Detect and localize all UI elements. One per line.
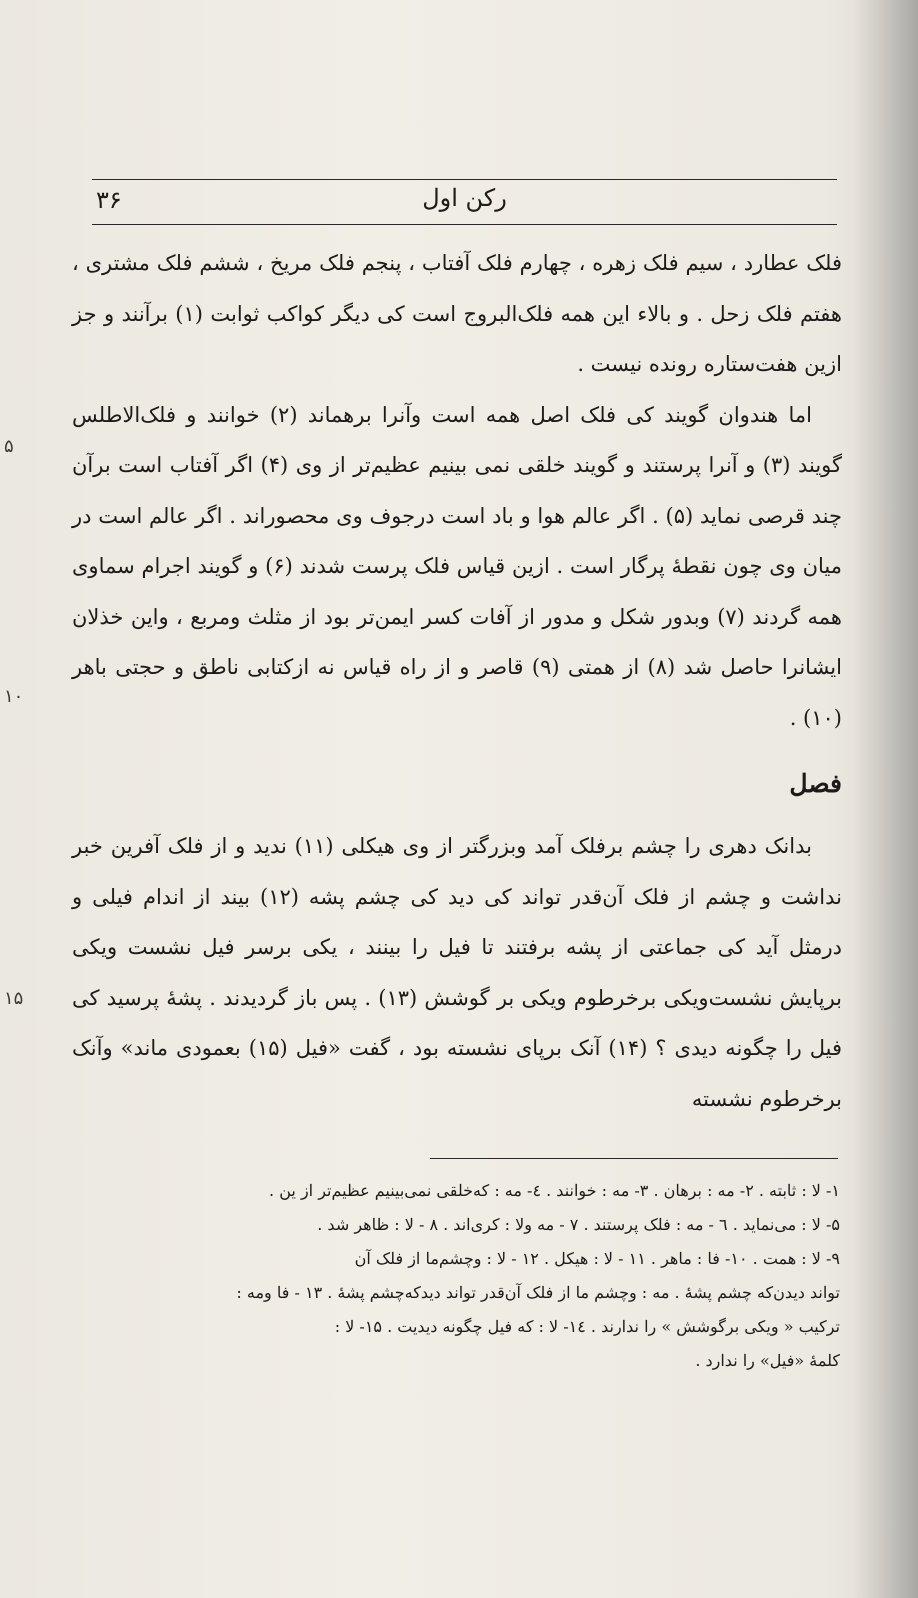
footnote-line: کلمهٔ «فیل» را ندارد . (695, 1351, 840, 1370)
header-bottom-rule (92, 224, 837, 225)
line-number: ۱۰ (4, 686, 24, 707)
footnote-line: ۹- لا : همت . ۱۰- فا : ماهر . ۱۱ - لا : هیکل . ۱۲ - لا : وچشم‌ما از فلک آن (354, 1249, 840, 1268)
footnotes (64, 1174, 840, 1378)
line-number: ۵ (4, 436, 14, 457)
page-edge-shadow (854, 0, 918, 1598)
header-top-rule (92, 179, 837, 180)
footnote-line: ۱- لا : ثابته . ۲- مه : برهان . ۳- مه : خوانند . ٤- مه : که‌خلقی نمی‌بینیم عظیم‌تر از ین . (269, 1181, 840, 1200)
footnote-line: ترکیب « ویکی برگوشش » را ندارند . ۱٤- لا : که فیل چگونه دیدیت . ۱۵- لا : (334, 1317, 840, 1336)
chapter-title: رکن اول (422, 184, 507, 212)
paragraph: بدانک دهری را چشم برفلک آمد وبزرگتر از وی هیکلی (۱۱) ندید و از فلک آفرین خبر نداشت و چشم از فلک آن‌قدر تواند کی دید کی چشم پشه (۱۲) بیند از اندام فیلی و درمثل آید کی جماعتی از پشه برفتند تا فیل را بینند ، یکی برسر فیل نشست ویکی برپایش نشست‌ویکی برخرطوم ویکی بر گوشش (۱۳) . پس باز گردیدند . پشهٔ پرسید کی فیل را چگونه دیدی ؟ (۱۴) آنک برپای نشسته بود ، گفت «فیل (۱۵) بعمودی ماند» وآنک برخرطوم نشسته (72, 834, 842, 1111)
footnote-line: ۵- لا : می‌نماید . ٦ - مه : فلک پرستند . ۷ - مه ولا : کری‌اند . ۸ - لا : ظاهر شد . (317, 1215, 840, 1234)
paragraph: فلک عطارد ، سیم فلک زهره ، چهارم فلک آفتاب ، پنجم فلک مریخ ، ششم فلک مشتری ، هفتم فلک زحل . و بالاء این همه فلک‌البروج است کی دیگر کواکب ثوابت (۱) برآنند و جز ازین هفت‌ستاره رونده نیست . (72, 251, 842, 376)
main-text (72, 238, 842, 1124)
footnote-line: تواند دیدن‌که چشم پشهٔ . مه : وچشم ما از فلک آن‌قدر تواند دید‌که‌چشم پشهٔ . ۱۳ - فا ومه : (236, 1283, 840, 1302)
line-number: ۱۵ (4, 988, 24, 1009)
paragraph: اما هندوان گویند کی فلک اصل همه است وآنرا برهماند (۲) خوانند و فلک‌الاطلس گویند (۳) و آنرا پرستند و گویند خلقی نمی بینیم عظیم‌تر از وی (۴) اگر آفتاب است برآن چند قرصی نماید (۵) . اگر عالم هوا و باد است درجوف وی محصوراند . اگر عالم است در میان وی چون نقطهٔ پرگار است . ازین قیاس فلک پرست شدند (۶) و گویند اجرام سماوی همه گردند (۷) وبدور شکل و مدور از آفات کسر ایمن‌تر بود از مثلث ومربع ، واین خذلان ایشانرا حاصل شد (۸) از همتی (۹) قاصر و از راه قیاس نه ازکتابی ناطق و حجتی باهر (۱۰) . (72, 402, 843, 730)
running-head (92, 176, 837, 236)
footnote-rule (430, 1158, 838, 1159)
page-number: ۳۶ (96, 186, 122, 214)
section-heading: فصل (789, 769, 842, 798)
